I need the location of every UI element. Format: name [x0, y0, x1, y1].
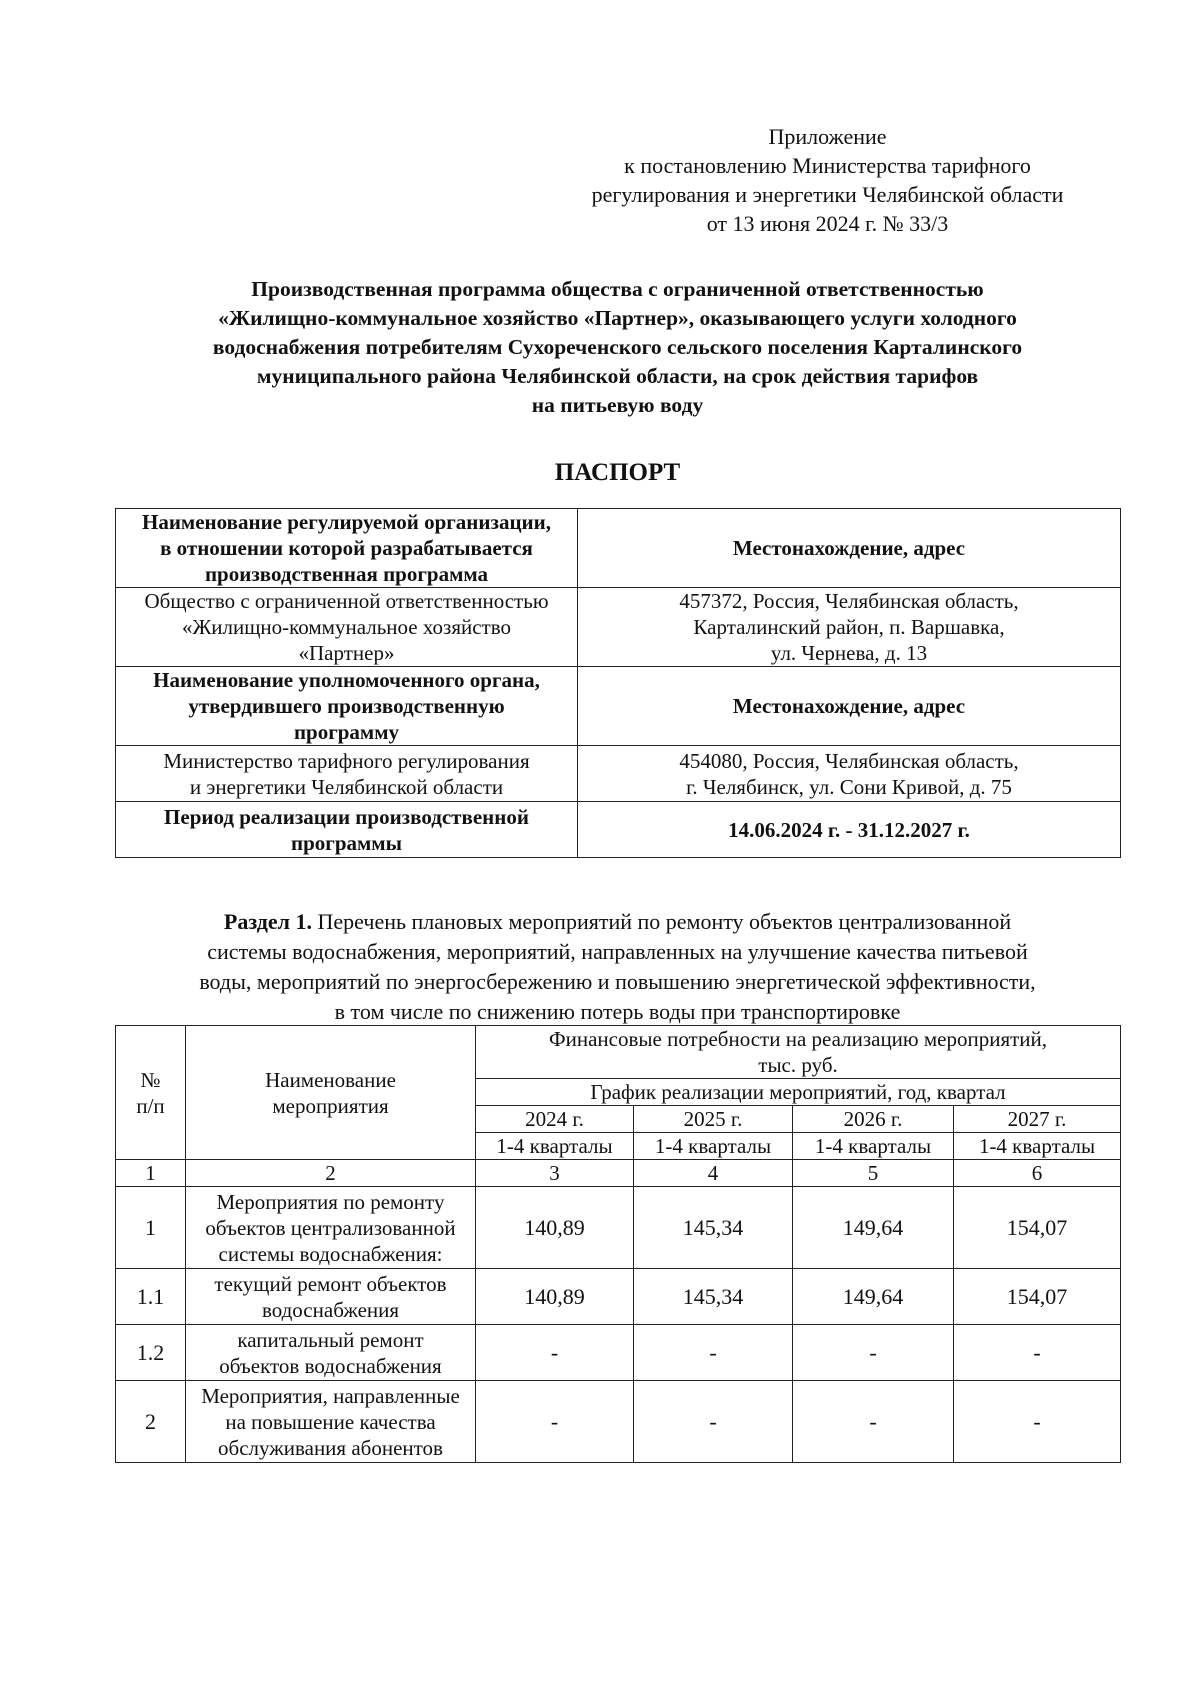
- title-line: муниципального района Челябинской области, на срок действия тарифов: [256, 364, 979, 388]
- quarters-header: 1-4 кварталы: [476, 1133, 634, 1160]
- location-header-cell: Местонахождение, адрес: [578, 667, 1121, 746]
- table-row: [116, 1269, 1121, 1325]
- schedule-header: График реализации мероприятий, год, квартал: [476, 1079, 1121, 1106]
- year-header: 2025 г.: [634, 1106, 793, 1133]
- value-cell: 145,34: [634, 1269, 793, 1325]
- org-address-cell: 457372, Россия, Челябинская область, Карталинский район, п. Варшавка, ул. Чернева, д. 13: [578, 588, 1121, 667]
- table-row: [116, 1187, 1121, 1269]
- section-text: системы водоснабжения, мероприятий, направленных на улучшение качества питьевой: [207, 939, 1028, 964]
- measure-name: капитальный ремонт объектов водоснабжения: [186, 1325, 476, 1381]
- value-cell: -: [476, 1381, 634, 1463]
- appendix-line: к постановлению Министерства тарифного: [624, 153, 1031, 178]
- passport-heading: ПАСПОРТ: [554, 459, 681, 486]
- passport-authority-row: [116, 746, 1121, 802]
- measure-name: текущий ремонт объектов водоснабжения: [186, 1269, 476, 1325]
- quarters-header: 1-4 кварталы: [954, 1133, 1121, 1160]
- table-row: [116, 1325, 1121, 1381]
- column-number: 1: [116, 1160, 186, 1187]
- value-cell: 149,64: [793, 1187, 954, 1269]
- column-number: 4: [634, 1160, 793, 1187]
- appendix-line: регулирования и энергетики Челябинской области: [591, 182, 1064, 207]
- authority-header-cell: Наименование уполномоченного органа, утвердившего производственную программу: [116, 667, 578, 746]
- row-number: 1.1: [116, 1269, 186, 1325]
- column-number-row: [116, 1160, 1121, 1187]
- passport-period-row: [116, 802, 1121, 858]
- column-number: 2: [186, 1160, 476, 1187]
- authority-address-cell: 454080, Россия, Челябинская область, г. Челябинск, ул. Сони Кривой, д. 75: [578, 746, 1121, 802]
- appendix-line: Приложение: [768, 124, 887, 149]
- value-cell: 154,07: [954, 1269, 1121, 1325]
- section-text: Перечень плановых мероприятий по ремонту объектов централизованной: [317, 909, 1012, 934]
- section-text: воды, мероприятий по энергосбережению и повышению энергетической эффективности,: [199, 969, 1036, 994]
- quarters-header: 1-4 кварталы: [634, 1133, 793, 1160]
- column-number: 6: [954, 1160, 1121, 1187]
- period-value-cell: 14.06.2024 г. - 31.12.2027 г.: [578, 802, 1121, 858]
- passport-org-header-row: [116, 509, 1121, 588]
- quarters-header: 1-4 кварталы: [793, 1133, 954, 1160]
- measures-table: [115, 1025, 1121, 1463]
- column-number: 5: [793, 1160, 954, 1187]
- title-line: «Жилищно-коммунальное хозяйство «Партнер», оказывающего услуги холодного: [218, 306, 1017, 330]
- org-header-cell: Наименование регулируемой организации, в отношении которой разрабатывается производственная программа: [116, 509, 578, 588]
- year-header: 2024 г.: [476, 1106, 634, 1133]
- period-label-cell: Период реализации производственной программы: [116, 802, 578, 858]
- header-row: [116, 1026, 1121, 1079]
- appendix-block: [540, 122, 1115, 238]
- passport-table: [115, 508, 1121, 858]
- location-header-cell: Местонахождение, адрес: [578, 509, 1121, 588]
- value-cell: -: [793, 1325, 954, 1381]
- value-cell: 140,89: [476, 1269, 634, 1325]
- section-1-heading: [110, 907, 1125, 1027]
- value-cell: -: [634, 1325, 793, 1381]
- value-cell: -: [793, 1381, 954, 1463]
- section-label: Раздел 1.: [223, 909, 313, 934]
- column-number: 3: [476, 1160, 634, 1187]
- section-text: в том числе по снижению потерь воды при транспортировке: [334, 999, 901, 1024]
- value-cell: 149,64: [793, 1269, 954, 1325]
- value-cell: -: [634, 1381, 793, 1463]
- measure-name: Мероприятия по ремонту объектов централизованной системы водоснабжения:: [186, 1187, 476, 1269]
- table-row: [116, 1381, 1121, 1463]
- value-cell: 145,34: [634, 1187, 793, 1269]
- financial-needs-header: Финансовые потребности на реализацию мероприятий, тыс. руб.: [476, 1026, 1121, 1079]
- value-cell: 140,89: [476, 1187, 634, 1269]
- appendix-date-line: от 13 июня 2024 г. № 33/3: [706, 211, 949, 236]
- value-cell: -: [954, 1381, 1121, 1463]
- row-number: 1: [116, 1187, 186, 1269]
- title-line: Производственная программа общества с ограниченной ответственностью: [251, 277, 984, 301]
- col-no-header: № п/п: [116, 1026, 186, 1160]
- year-header: 2026 г.: [793, 1106, 954, 1133]
- row-number: 1.2: [116, 1325, 186, 1381]
- title-line: на питьевую воду: [531, 393, 704, 417]
- value-cell: -: [954, 1325, 1121, 1381]
- value-cell: 154,07: [954, 1187, 1121, 1269]
- title-line: водоснабжения потребителям Сухореченского сельского поселения Карталинского: [212, 335, 1023, 359]
- measure-name: Мероприятия, направленные на повышение качества обслуживания абонентов: [186, 1381, 476, 1463]
- row-number: 2: [116, 1381, 186, 1463]
- col-name-header: Наименование мероприятия: [186, 1026, 476, 1160]
- value-cell: -: [476, 1325, 634, 1381]
- year-header: 2027 г.: [954, 1106, 1121, 1133]
- passport-authority-header-row: [116, 667, 1121, 746]
- document-title: [110, 275, 1125, 420]
- authority-name-cell: Министерство тарифного регулирования и энергетики Челябинской области: [116, 746, 578, 802]
- passport-org-row: [116, 588, 1121, 667]
- org-name-cell: Общество с ограниченной ответственностью «Жилищно-коммунальное хозяйство «Партнер»: [116, 588, 578, 667]
